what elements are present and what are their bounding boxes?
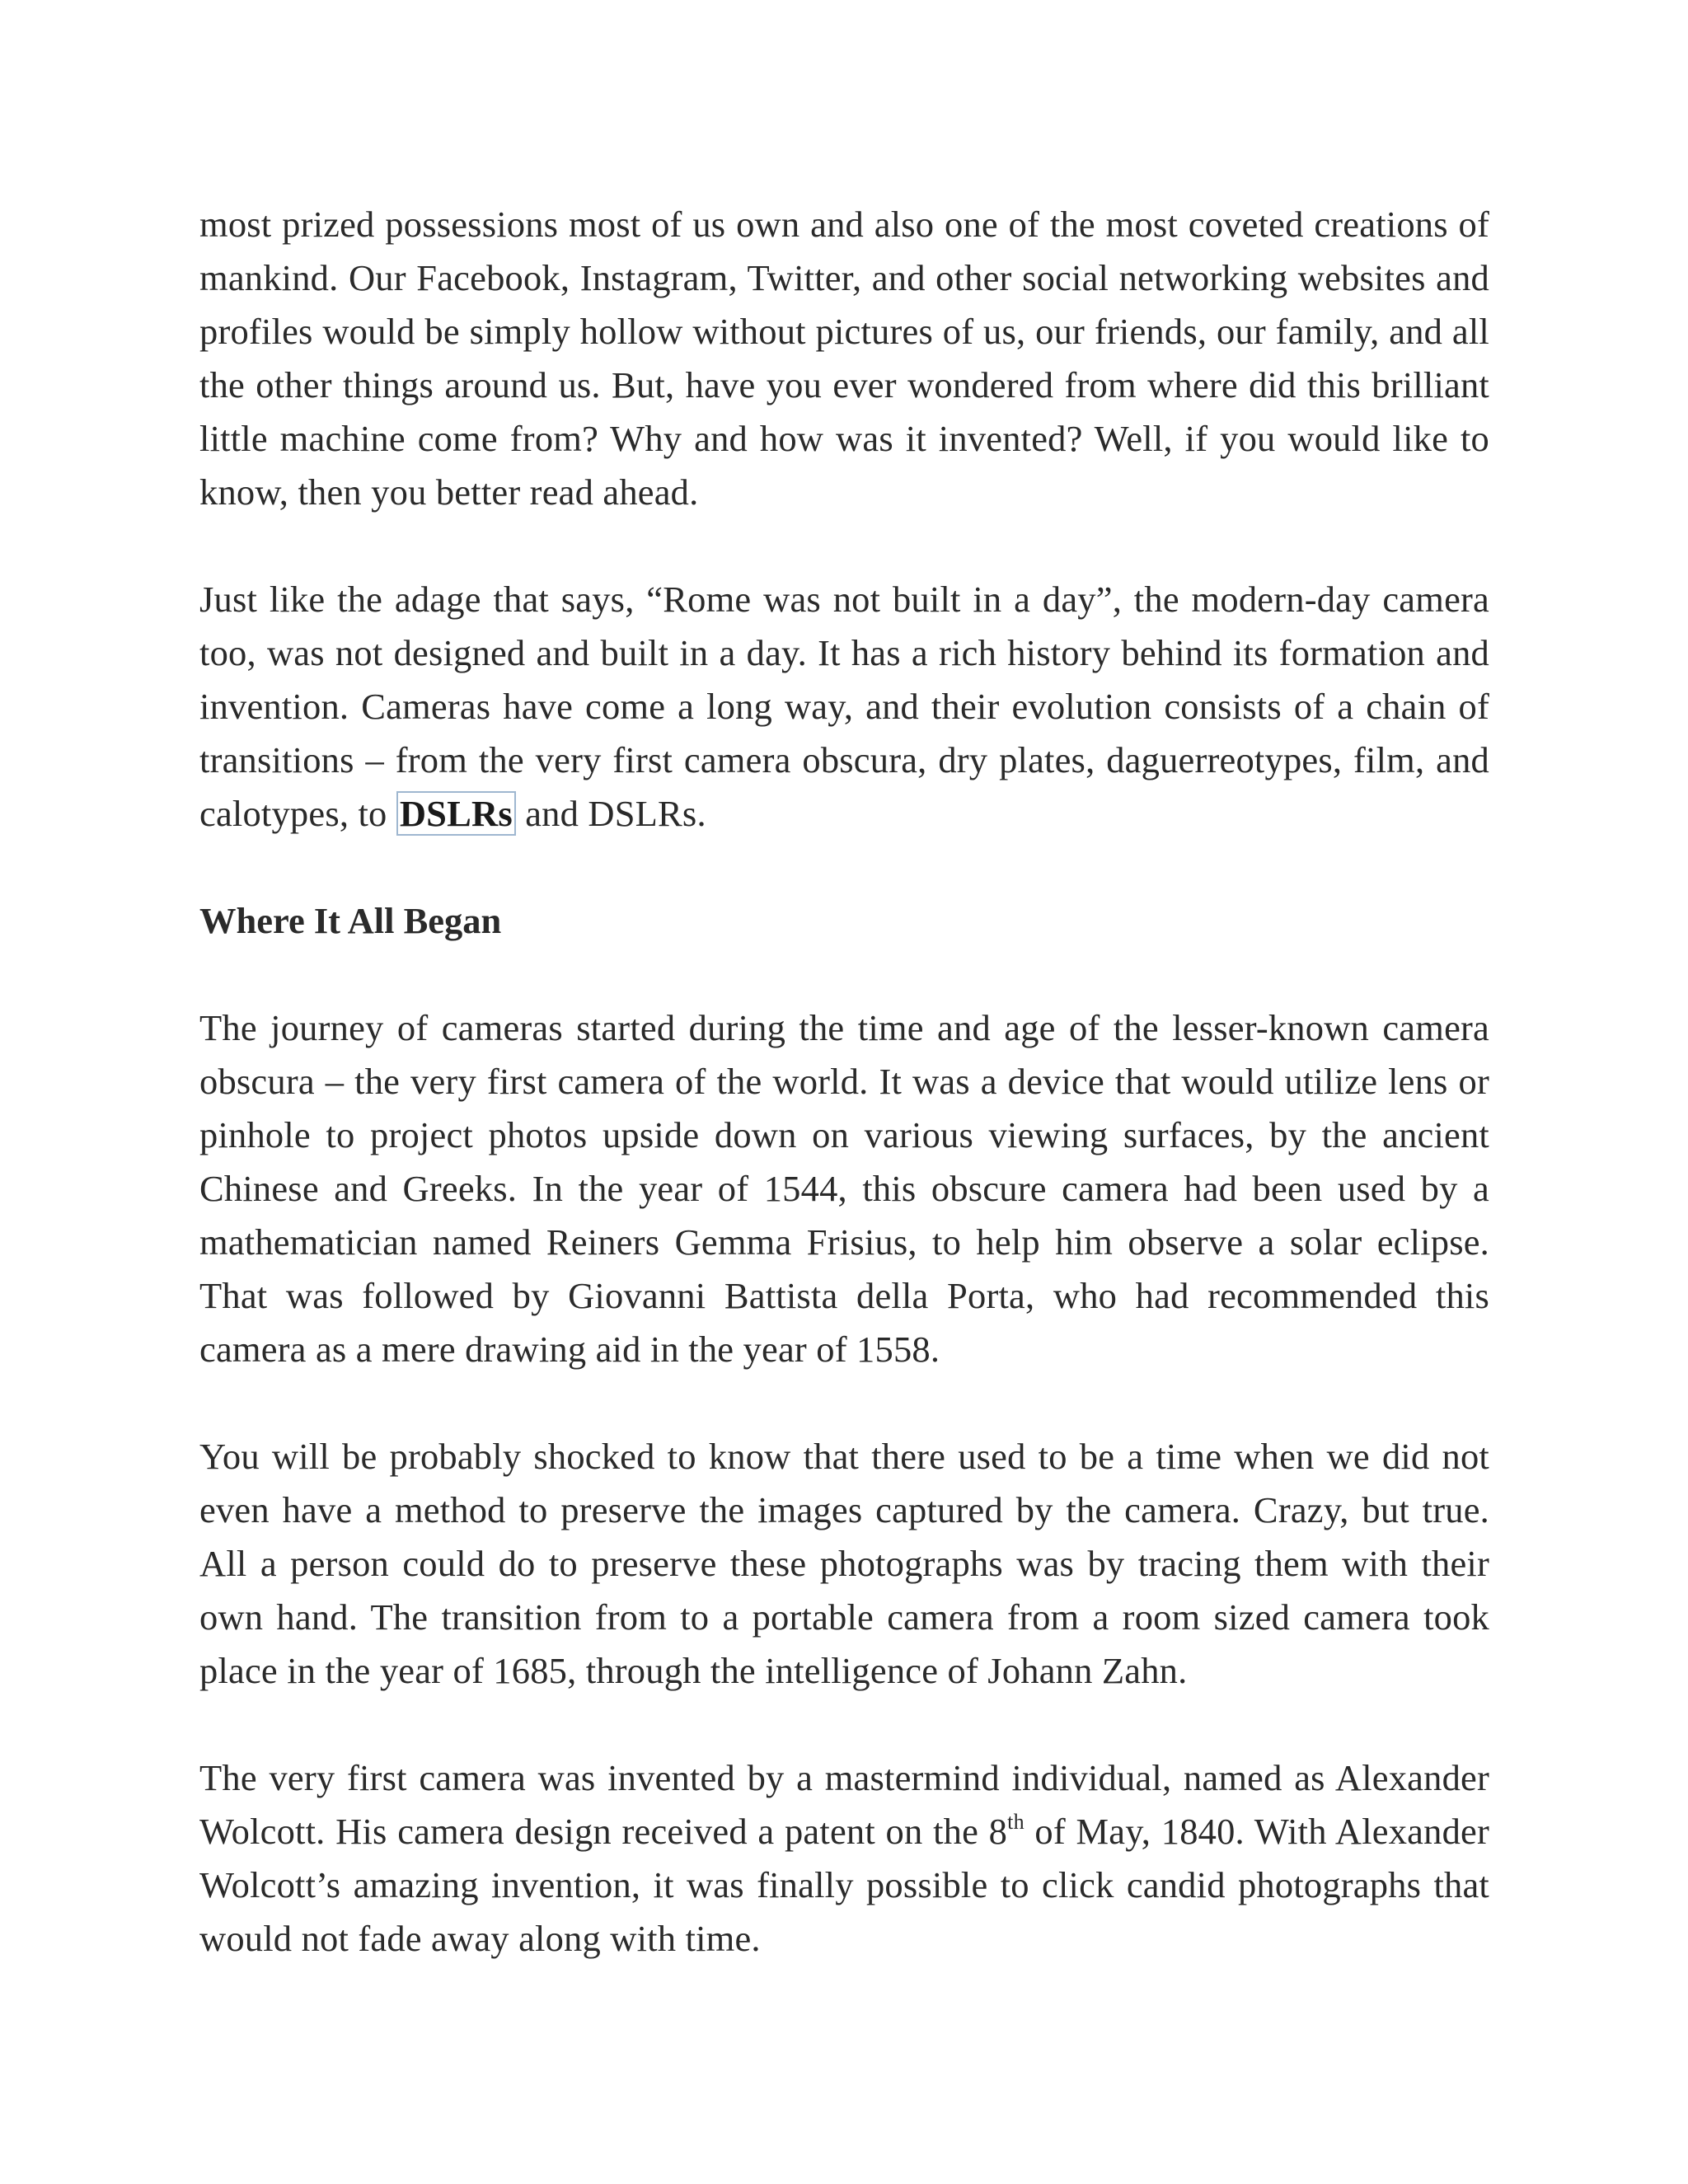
paragraph-spacer — [199, 1376, 1489, 1430]
paragraph-preservation: You will be probably shocked to know that there used to be a time when we did not even have a method to preserve the images captured by the camera. Crazy, but true. All a person could do to preserve these photographs was by tracing them with their own hand. The transition from to a portable camera from a room sized camera took place in the year of 1685, through the intelligence of Johann Zahn. — [199, 1436, 1489, 1691]
dslrs-link[interactable]: DSLRs — [396, 791, 516, 836]
paragraph-spacer — [199, 519, 1489, 573]
paragraph-history-text: Just like the adage that says, “Rome was not built in a day”, the modern-day camera too, was not designed and built in a day. It has a rich history behind its formation and invention. Cameras have come a long way, and their evolution consists of a chain of transitions – from the very first camera obscura, dry plates, daguerreotypes, film, and calotypes, to — [199, 579, 1489, 834]
paragraph-first-camera — [199, 1751, 1489, 1966]
paragraph-spacer — [199, 841, 1489, 894]
paragraph-spacer — [199, 948, 1489, 1001]
section-heading: Where It All Began — [199, 900, 502, 941]
document-page — [199, 198, 1489, 1966]
paragraph-spacer — [199, 1698, 1489, 1751]
paragraph-first-camera-text: The very first camera was invented by a mastermind individual, named as Alexander Wolcott. His camera design received a patent on the 8 — [199, 1757, 1489, 1852]
paragraph-history-tail: and DSLRs. — [515, 793, 706, 834]
paragraph-history — [199, 573, 1489, 841]
paragraph-first-camera-tail: of May, 1840. With Alexander Wolcott’s amazing invention, it was finally possible to click candid photographs that would not fade away along with time. — [199, 1811, 1489, 1959]
paragraph-camera-obscura: The journey of cameras started during the time and age of the lesser-known camera obscura – the very first camera of the world. It was a device that would utilize lens or pinhole to project photos upside down on various viewing surfaces, by the ancient Chinese and Greeks. In the year of 1544, this obscure camera had been used by a mathematician named Reiners Gemma Frisius, to help him observe a solar eclipse. That was followed by Giovanni Battista della Porta, who had recommended this camera as a mere drawing aid in the year of 1558. — [199, 1007, 1489, 1370]
paragraph-intro: most prized possessions most of us own and also one of the most coveted creations of mankind. Our Facebook, Instagram, Twitter, and other social networking websites and profiles would be simply hollow without pictures of us, our friends, our family, and all the other things around us. But, have you ever wondered from where did this brilliant little machine come from? Why and how was it invented? Well, if you would like to know, then you better read ahead. — [199, 204, 1489, 513]
ordinal-superscript: th — [1007, 1810, 1025, 1834]
